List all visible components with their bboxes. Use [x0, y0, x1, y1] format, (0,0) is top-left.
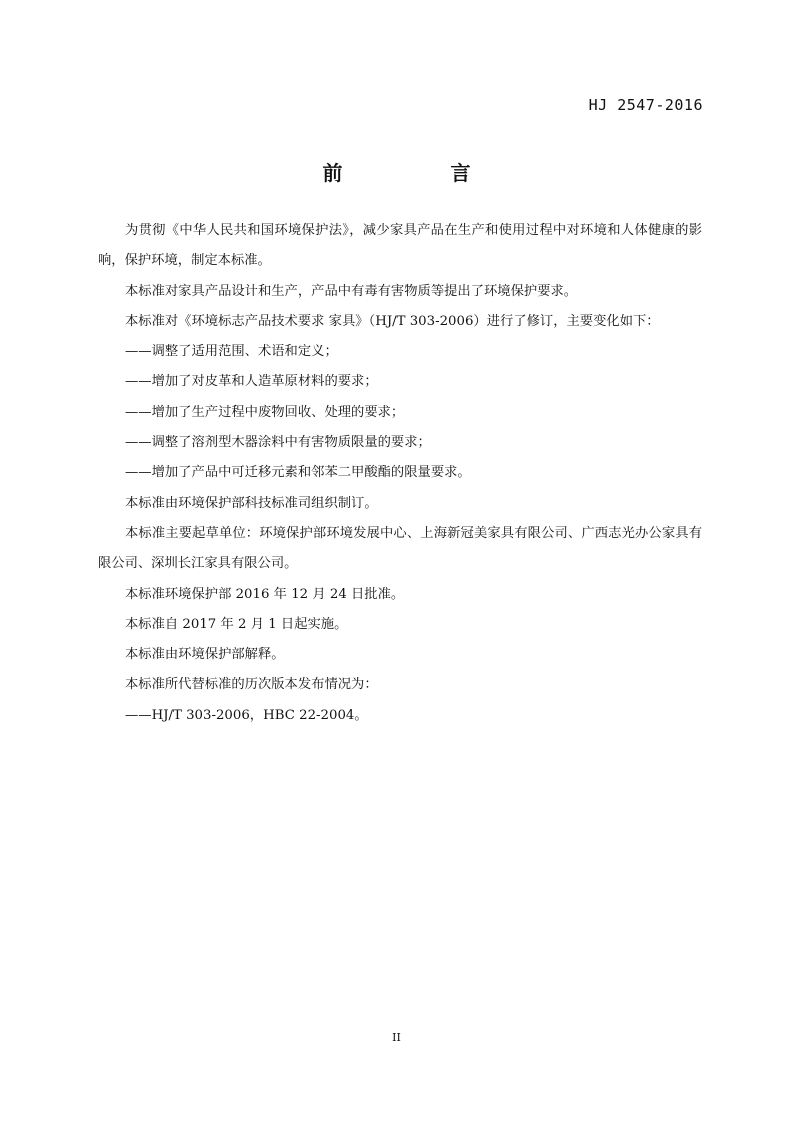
- document-body: [98, 216, 702, 731]
- paragraph-revision: 本标准对《环境标志产品技术要求 家具》（HJ/T 303-2006）进行了修订，主要变化如下：: [125, 313, 660, 329]
- paragraph-approval: 本标准环境保护部 2016 年 12 月 24 日批准。: [125, 586, 405, 602]
- page-number: II: [392, 1031, 401, 1044]
- standard-code: HJ 2547-2016: [588, 96, 703, 114]
- paragraph-organizer: 本标准由环境保护部科技标准司组织制订。: [125, 495, 378, 511]
- paragraph-drafters: 本标准主要起草单位：环境保护部环境发展中心、上海新冠美家具有限公司、广西志光办公家具有限公司、深圳长江家具有限公司。: [98, 525, 702, 572]
- paragraph-purpose: 为贯彻《中华人民共和国环境保护法》，减少家具产品在生产和使用过程中对环境和人体健康的影响，保护环境，制定本标准。: [98, 223, 702, 269]
- change-item: ——调整了溶剂型木器涂料中有害物质限量的要求；: [125, 435, 431, 451]
- paragraph-history: 本标准所代替标准的历次版本发布情况为：: [125, 677, 378, 693]
- change-item: ——增加了产品中可迁移元素和邻苯二甲酸酯的限量要求。: [125, 465, 471, 481]
- history-item: ——HJ/T 303-2006，HBC 22-2004。: [125, 707, 368, 723]
- paragraph-effective: 本标准自 2017 年 2 月 1 日起实施。: [125, 616, 348, 632]
- change-item: ——增加了生产过程中废物回收、处理的要求；: [125, 404, 405, 420]
- change-item: ——增加了对皮革和人造革原材料的要求；: [125, 374, 378, 390]
- paragraph-scope: 本标准对家具产品设计和生产，产品中有毒有害物质等提出了环境保护要求。: [125, 283, 578, 299]
- change-item: ——调整了适用范围、术语和定义；: [125, 344, 338, 360]
- paragraph-interpretation: 本标准由环境保护部解释。: [125, 647, 285, 663]
- page-title: 前 言: [322, 161, 515, 185]
